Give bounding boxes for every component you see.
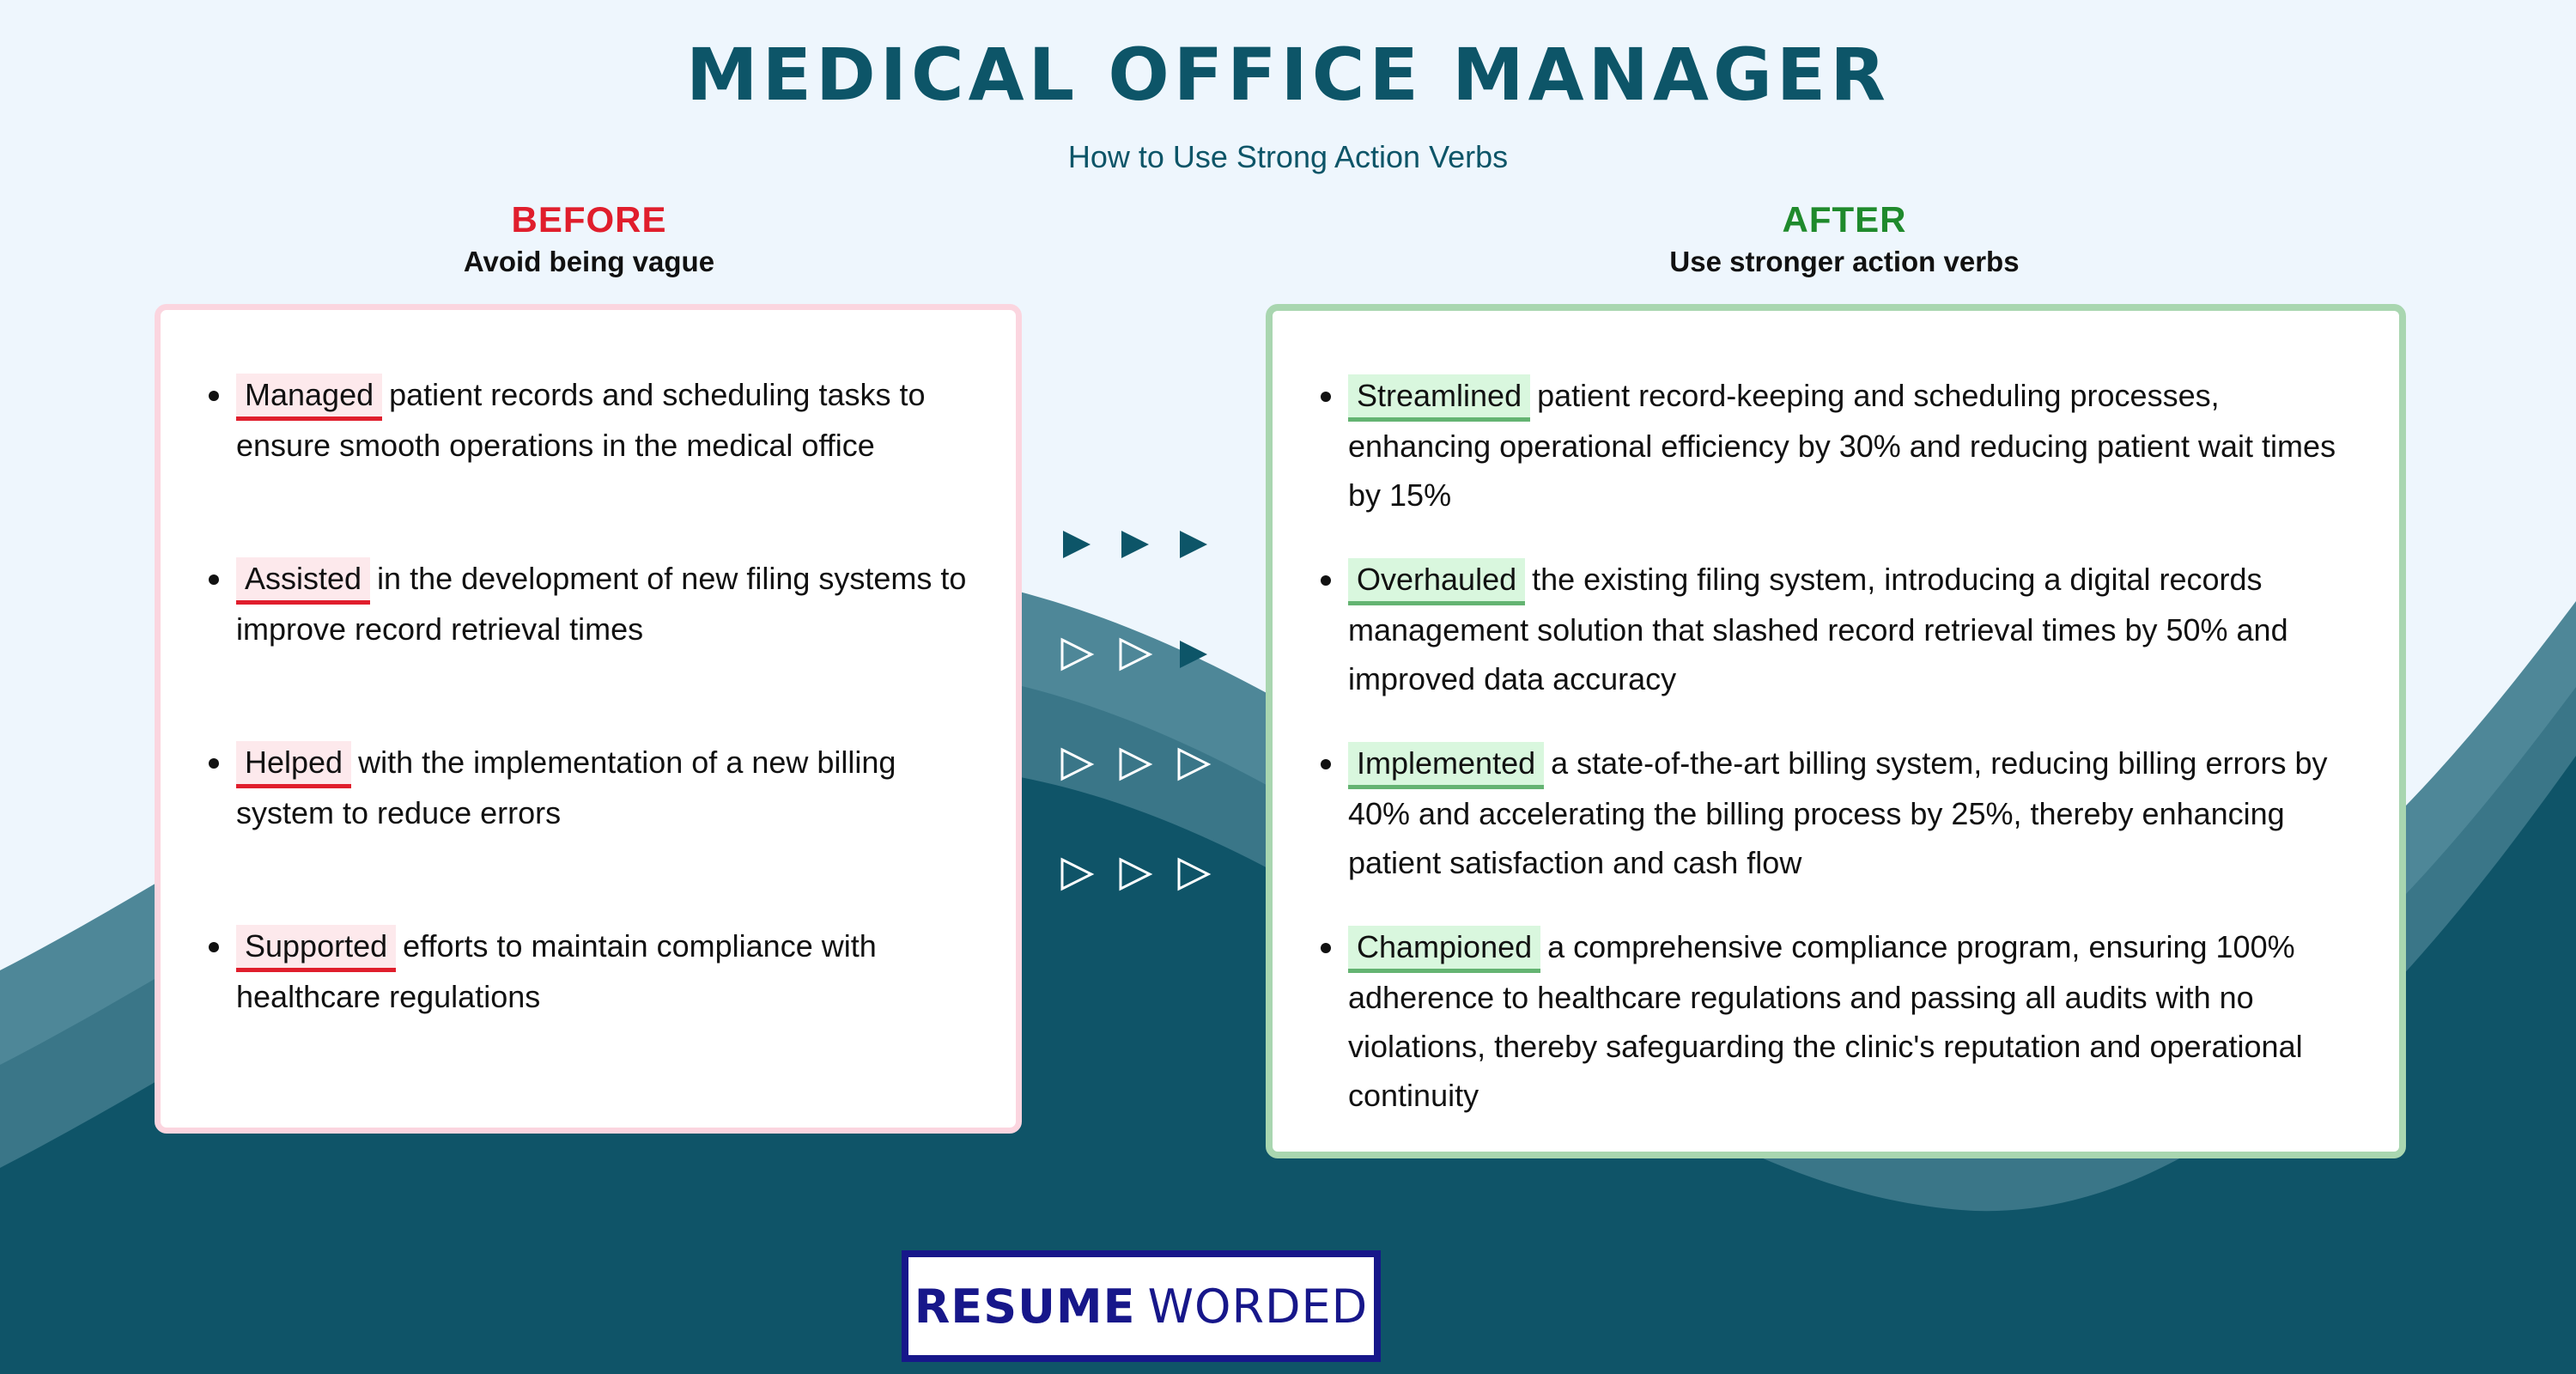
after-label: AFTER [1782, 199, 1907, 240]
after-bullet-text: the existing filing system, introducing a digital records management solution that slashed record retrieval times by 50% and improved data accuracy [1348, 562, 2288, 696]
arrow-row [1058, 855, 1212, 893]
before-bullet [174, 370, 981, 470]
after-verb: Streamlined [1348, 374, 1530, 422]
before-bullet [174, 738, 981, 837]
after-card [1266, 304, 2406, 1158]
resume-worded-logo [902, 1250, 1381, 1362]
before-verb: Managed [236, 374, 382, 421]
after-verb: Implemented [1348, 742, 1544, 789]
after-sublabel: Use stronger action verbs [1669, 246, 2020, 277]
before-bullet-text: with the implementation of a new billing system to reduce errors [236, 745, 896, 830]
play-arrow-outline-icon [1175, 745, 1212, 783]
before-bullet [174, 921, 981, 1021]
after-verb: Championed [1348, 926, 1540, 973]
after-verb: Overhauled [1348, 558, 1525, 605]
play-arrow-icon [1116, 526, 1154, 563]
logo-bold-text: RESUME [914, 1279, 1136, 1334]
play-arrow-outline-icon [1175, 855, 1212, 893]
before-list [174, 370, 981, 1021]
page-subtitle: How to Use Strong Action Verbs [1067, 139, 1509, 174]
before-card [155, 304, 1022, 1134]
before-verb: Supported [236, 925, 396, 972]
before-bullet-text: in the development of new filing systems to improve record retrieval times [236, 561, 967, 647]
page-title: MEDICAL OFFICE MANAGER [686, 33, 1890, 117]
arrow-row [1058, 526, 1212, 563]
after-list [1286, 371, 2365, 1120]
play-arrow-outline-icon [1116, 745, 1154, 783]
play-arrow-outline-icon [1058, 855, 1096, 893]
after-bullet-text: a comprehensive compliance program, ensuring 100% adherence to healthcare regulations and passing all audits with no violations, thereby safeguarding the clinic's reputation and operational continuity [1348, 929, 2303, 1113]
play-arrow-outline-icon [1058, 635, 1096, 673]
play-arrow-icon [1058, 526, 1096, 563]
before-verb: Helped [236, 741, 351, 788]
play-arrow-icon [1175, 526, 1212, 563]
play-arrow-outline-icon [1116, 855, 1154, 893]
after-bullet [1286, 371, 2365, 520]
after-heading [1269, 199, 2420, 278]
before-bullet-text: patient records and scheduling tasks to ensure smooth operations in the medical office [236, 377, 926, 463]
after-bullet [1286, 555, 2365, 703]
play-arrow-outline-icon [1116, 635, 1154, 673]
before-label: BEFORE [511, 199, 667, 240]
before-sublabel: Avoid being vague [463, 246, 715, 277]
play-arrow-icon [1175, 635, 1212, 673]
before-verb: Assisted [236, 557, 370, 605]
play-arrow-outline-icon [1058, 745, 1096, 783]
after-bullet-text: a state-of-the-art billing system, reducing billing errors by 40% and accelerating the billing process by 25%, thereby enhancing patient satisfaction and cash flow [1348, 745, 2328, 880]
logo-regular-text: WORDED [1147, 1279, 1369, 1334]
before-bullet-text: efforts to maintain compliance with healthcare regulations [236, 928, 877, 1014]
after-bullet [1286, 739, 2365, 887]
after-bullet [1286, 922, 2365, 1120]
arrow-row [1058, 635, 1212, 673]
after-bullet-text: patient record-keeping and scheduling processes, enhancing operational efficiency by 30% and reducing patient wait times by 15% [1348, 378, 2336, 513]
arrow-row [1058, 745, 1212, 783]
before-heading [158, 199, 1020, 278]
before-bullet [174, 554, 981, 654]
